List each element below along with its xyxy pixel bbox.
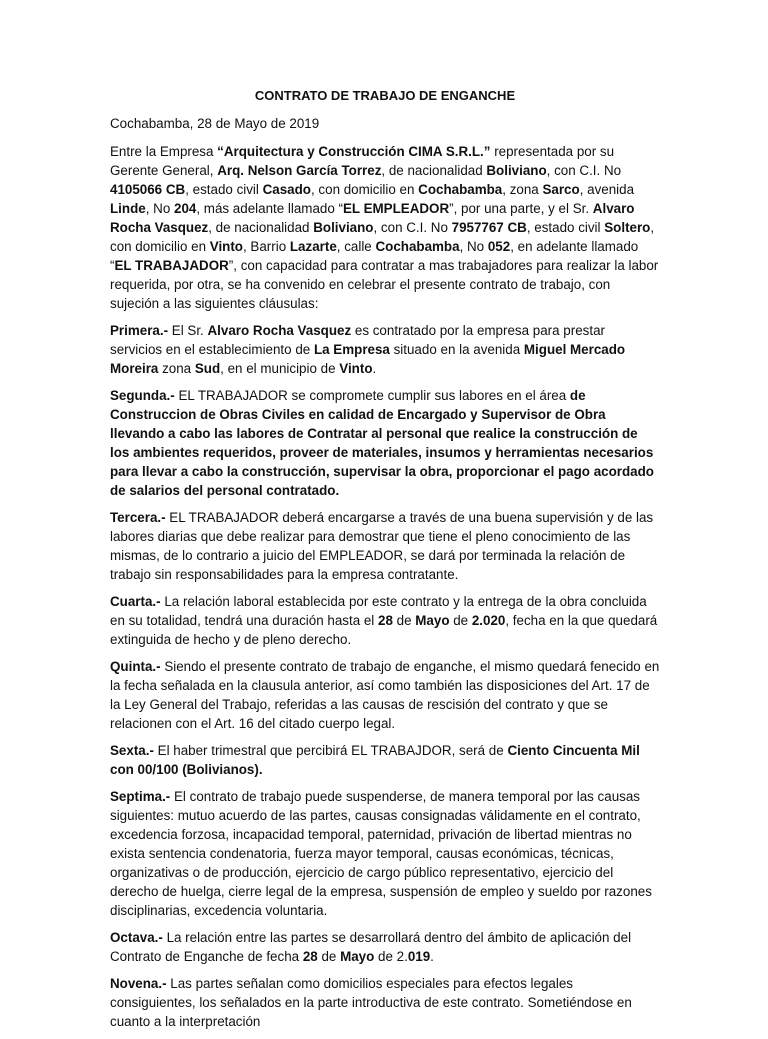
clause-cuarta bbox=[110, 592, 660, 649]
clause-heading: Novena.- bbox=[110, 976, 167, 991]
text-run: El contrato de trabajo puede suspenderse, de manera temporal por las causas siguientes: mutuo acuerdo de las partes, causas consignadas válidamente en el contrato, excedencia forzosa, incapacidad temporal, paternidad, privación de libertad mientras no exista sentencia condenatoria, fuerza mayor temporal, causas económicas, técnicas, organizativas o de producción, ejercicio de cargo público representativo, ejercicio del derecho de huelga, cierre legal de la empresa, suspensión de empleo y sueldo por razones disciplinarias, excedencia voluntaria. bbox=[110, 789, 652, 918]
clause-heading: Sexta.- bbox=[110, 743, 154, 758]
text-run: Siendo el presente contrato de trabajo de enganche, el mismo quedará fenecido en la fecha señalada en la clausula anterior, así como también las disposiciones del Art. 17 de la Ley General del Trabajo, referidas a las causas de rescisión del contrato y que se relacionen con el Art. 16 del citado cuerpo legal. bbox=[110, 659, 660, 731]
bold-text-run: 204 bbox=[174, 201, 197, 216]
text-run: , de nacionalidad bbox=[381, 163, 487, 178]
clause-quinta bbox=[110, 657, 660, 733]
text-run: . bbox=[430, 949, 434, 964]
bold-text-run: “Arquitectura y Construcción CIMA S.R.L.” bbox=[217, 144, 491, 159]
bold-text-run: Vinto bbox=[209, 239, 243, 254]
clause-segunda bbox=[110, 386, 660, 500]
date-line: Cochabamba, 28 de Mayo de 2019 bbox=[110, 116, 320, 131]
bold-text-run: 28 bbox=[302, 949, 318, 964]
text-run: ”, por una parte, y el Sr. bbox=[449, 201, 593, 216]
text-run: de bbox=[317, 949, 341, 964]
bold-text-run: Boliviano bbox=[313, 220, 374, 235]
bold-text-run: 28 bbox=[378, 613, 393, 628]
text-run: , zona bbox=[502, 182, 543, 197]
bold-text-run: de Construccion de Obras Civiles en calidad de Encargado y Supervisor de Obra llevando a cabo las labores de Contratar al personal que realice la construcción de los ambientes requeridos, proveer de materiales, insumos y herramientas necesarios para llevar a cabo la construcción, supervisar la obra, proporcionar el pago acordado de salarios del personal contratado. bbox=[110, 388, 654, 498]
text-run: es contratado por la empresa para prestar servicios en el establecimiento de bbox=[110, 323, 605, 357]
text-run: , con C.I. No bbox=[373, 220, 452, 235]
text-run: representada por su Gerente General, bbox=[110, 144, 615, 178]
clause-heading: Septima.- bbox=[110, 789, 171, 804]
text-run: , más adelante llamado “ bbox=[196, 201, 343, 216]
clause-heading: Quinta.- bbox=[110, 659, 161, 674]
contract-page bbox=[110, 86, 660, 1039]
text-run: situado en la avenida bbox=[389, 342, 524, 357]
text-run: EL TRABAJADOR se compromete cumplir sus labores en el área bbox=[174, 388, 570, 403]
clause-heading: Cuarta.- bbox=[110, 594, 161, 609]
document-title: CONTRATO DE TRABAJO DE ENGANCHE bbox=[254, 88, 516, 103]
text-run: La relación laboral establecida por este contrato y la entrega de la obra concluida en su totalidad, tendrá una duración hasta el bbox=[110, 594, 647, 628]
text-run: de 2. bbox=[374, 949, 408, 964]
clause-heading: Octava.- bbox=[110, 930, 163, 945]
text-run: , Barrio bbox=[242, 239, 290, 254]
text-run: , con C.I. No bbox=[546, 163, 622, 178]
text-run: , estado civil bbox=[185, 182, 263, 197]
bold-text-run: Linde bbox=[110, 201, 146, 216]
text-run: , fecha en la que quedará extinguida de hecho y de pleno derecho. bbox=[110, 613, 658, 647]
clause-primera bbox=[110, 321, 660, 378]
clause-sexta bbox=[110, 741, 660, 779]
text-run: , avenida bbox=[579, 182, 635, 197]
text-run: ”, con capacidad para contratar a mas trabajadores para realizar la labor requerida, por otra, se ha convenido en celebrar el presente contrato de trabajo, con sujeción a las siguientes cláusulas: bbox=[110, 258, 659, 311]
bold-text-run: Alvaro Rocha Vasquez bbox=[207, 323, 352, 338]
clause-octava bbox=[110, 928, 660, 966]
text-run: Entre la Empresa bbox=[110, 144, 218, 159]
clauses-list bbox=[110, 321, 660, 1031]
bold-text-run: Casado bbox=[262, 182, 311, 197]
bold-text-run: Ciento Cincuenta Mil con 00/100 (Bolivianos). bbox=[110, 743, 640, 777]
bold-text-run: Cochabamba bbox=[418, 182, 503, 197]
text-run: El haber trimestral que percibirá EL TRABAJDOR, será de bbox=[153, 743, 508, 758]
bold-text-run: Vinto bbox=[339, 361, 373, 376]
text-run: zona bbox=[158, 361, 195, 376]
bold-text-run: Arq. Nelson García Torrez bbox=[217, 163, 382, 178]
text-run: La relación entre las partes se desarrollará dentro del ámbito de aplicación del Contrato de Enganche de fecha bbox=[110, 930, 632, 964]
bold-text-run: Sud bbox=[194, 361, 221, 376]
text-run: . bbox=[372, 361, 377, 376]
bold-text-run: Sarco bbox=[542, 182, 580, 197]
clause-heading: Tercera.- bbox=[110, 510, 166, 525]
text-run: , No bbox=[145, 201, 174, 216]
text-run: , estado civil bbox=[526, 220, 605, 235]
clause-tercera bbox=[110, 508, 660, 584]
bold-text-run: Boliviano bbox=[486, 163, 547, 178]
bold-text-run: Lazarte bbox=[289, 239, 337, 254]
text-run: de bbox=[392, 613, 416, 628]
text-run: de bbox=[449, 613, 472, 628]
clause-novena bbox=[110, 974, 660, 1031]
clause-septima bbox=[110, 787, 660, 920]
text-run: El Sr. bbox=[168, 323, 208, 338]
text-run: , en el municipio de bbox=[220, 361, 340, 376]
bold-text-run: Mayo bbox=[340, 949, 375, 964]
bold-text-run: 2.020 bbox=[471, 613, 506, 628]
text-run: , con domicilio en bbox=[110, 220, 655, 254]
bold-text-run: Mayo bbox=[415, 613, 450, 628]
text-run: , de nacionalidad bbox=[208, 220, 314, 235]
bold-text-run: Cochabamba bbox=[375, 239, 460, 254]
text-run: , con domicilio en bbox=[310, 182, 419, 197]
bold-text-run: 4105066 CB bbox=[110, 182, 186, 197]
bold-text-run: Soltero bbox=[604, 220, 651, 235]
text-run: , calle bbox=[336, 239, 376, 254]
bold-text-run: 019 bbox=[407, 949, 431, 964]
text-run: EL TRABAJADOR deberá encargarse a través de una buena supervisión y de las labores diarias que debe realizar para demostrar que tiene el pleno conocimiento de las mismas, de lo contrario a juicio del EMPLEADOR, se dará por terminada la relación de trabajo sin responsabilidades para la empresa contratante. bbox=[110, 510, 654, 582]
text-run: , en adelante llamado “ bbox=[110, 239, 639, 273]
bold-text-run: Miguel Mercado Moreira bbox=[110, 342, 626, 376]
intro-paragraph bbox=[110, 142, 660, 313]
clause-heading: Primera.- bbox=[110, 323, 169, 338]
clause-heading: Segunda.- bbox=[110, 388, 175, 403]
bold-text-run: EL TRABAJADOR bbox=[114, 258, 229, 273]
text-run: , No bbox=[459, 239, 488, 254]
bold-text-run: La Empresa bbox=[313, 342, 390, 357]
bold-text-run: EL EMPLEADOR bbox=[342, 201, 450, 216]
bold-text-run: Alvaro Rocha Vasquez bbox=[110, 201, 635, 235]
bold-text-run: 052 bbox=[487, 239, 511, 254]
text-run: Las partes señalan como domicilios especiales para efectos legales consiguientes, los señalados en la parte introductiva de este contrato. Sometiéndose en cuanto a la interpretación bbox=[110, 976, 632, 1029]
bold-text-run: 7957767 CB bbox=[451, 220, 527, 235]
